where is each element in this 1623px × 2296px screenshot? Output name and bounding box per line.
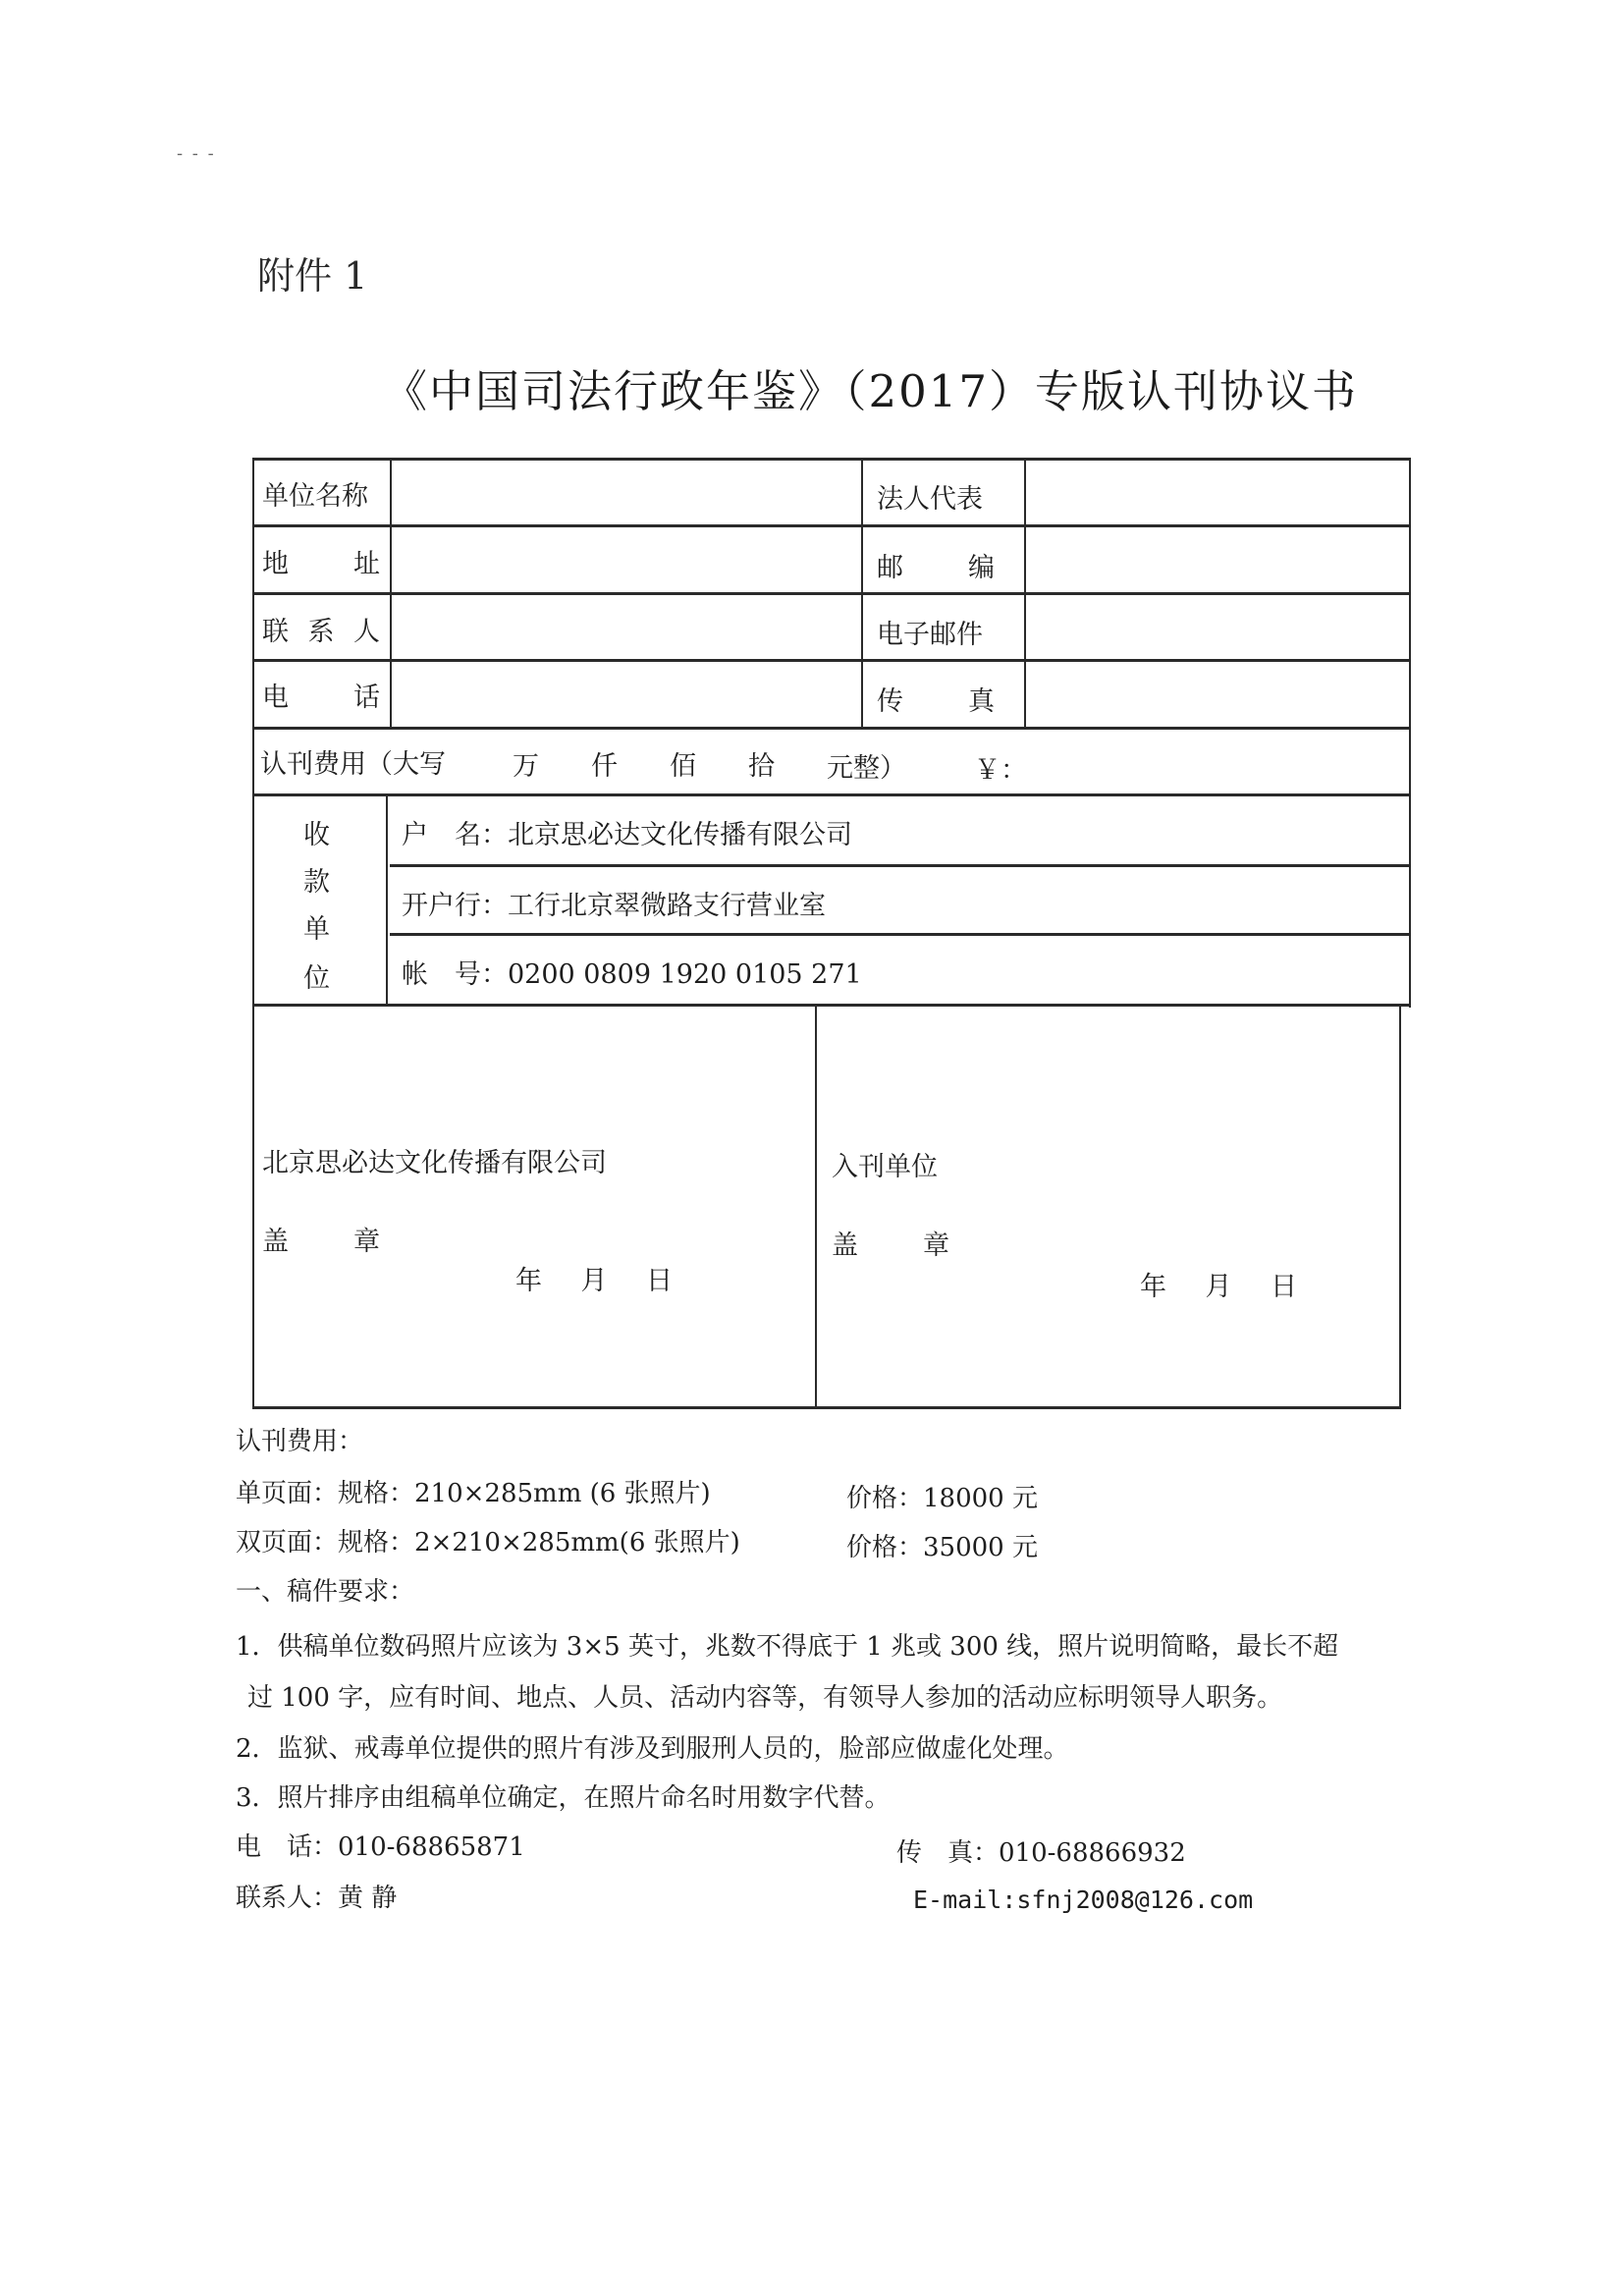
row-divider xyxy=(252,1004,1411,1007)
pricing-heading: 认刊费用： xyxy=(236,1427,364,1456)
label-char: 系 xyxy=(307,617,335,647)
fax-field[interactable] xyxy=(1038,676,1391,715)
label-char: 地 xyxy=(262,549,289,579)
col-divider xyxy=(1024,458,1026,727)
requirement-item-1-line1: 1．供稿单位数码照片应该为 3×5 英寸，兆数不得底于 1 兆或 300 线，照片说明简略，最长不超 xyxy=(236,1632,1339,1662)
date-year: 年 xyxy=(1140,1272,1166,1302)
address-field[interactable] xyxy=(400,542,851,581)
contact-email[interactable]: E-mail:sfnj2008@126.com xyxy=(913,1886,1254,1914)
label-phone xyxy=(262,676,380,714)
label-char: 址 xyxy=(353,549,380,579)
row-divider xyxy=(390,933,1411,936)
label-char: 盖 xyxy=(832,1230,858,1261)
contact-fax: 传 真：010-68866932 xyxy=(896,1838,1186,1868)
row-divider xyxy=(252,659,1411,662)
payee-account-number: 帐 号：0200 0809 1920 0105 271 xyxy=(402,959,862,990)
requirement-item-1-line2: 过 100 字，应有时间、地点、人员、活动内容等，有领导人参加的活动应标明领导人职务。 xyxy=(247,1683,1283,1713)
label-char: 盖 xyxy=(262,1227,289,1257)
fee-unit-qian: 仟 xyxy=(591,751,618,782)
email-field[interactable] xyxy=(1038,610,1391,649)
label-char: 真 xyxy=(968,686,995,717)
table-border-right-lower xyxy=(1399,1006,1401,1408)
col-divider xyxy=(386,793,388,1004)
pricing-price-single: 价格：18000 元 xyxy=(846,1484,1038,1513)
pricing-spec-single: 单页面：规格：210×285mm (6 张照片) xyxy=(236,1479,711,1508)
label-contact-person xyxy=(262,610,380,648)
agreement-form-table xyxy=(252,458,1411,1410)
requirements-heading: 一、稿件要求： xyxy=(236,1577,415,1607)
col-divider xyxy=(390,458,392,727)
col-divider xyxy=(861,458,863,727)
label-char: 传 xyxy=(877,686,903,717)
label-char: 邮 xyxy=(877,553,903,583)
contact-person: 联系人：黄 静 xyxy=(236,1884,398,1913)
label-legal-rep: 法人代表 xyxy=(877,484,983,515)
fee-label: 认刊费用（大写 xyxy=(260,749,446,780)
fee-currency-label: ￥： xyxy=(974,755,1027,786)
row-divider xyxy=(390,864,1411,867)
label-char: 编 xyxy=(968,553,995,583)
legal-rep-field[interactable] xyxy=(1038,474,1391,514)
phone-field[interactable] xyxy=(400,676,851,715)
signature-right-seal-area[interactable] xyxy=(832,1184,1381,1381)
row-divider xyxy=(252,727,1411,730)
signature-left-company: 北京思必达文化传播有限公司 xyxy=(262,1148,607,1178)
label-char: 联 xyxy=(262,617,289,647)
label-email: 电子邮件 xyxy=(877,620,983,650)
requirement-item-2: 2．监狱、戒毒单位提供的照片有涉及到服刑人员的，脸部应做虚化处理。 xyxy=(236,1734,1069,1764)
postcode-field[interactable] xyxy=(1038,542,1391,581)
label-char: 电 xyxy=(262,683,289,713)
attachment-label: 附件 1 xyxy=(257,254,368,298)
date-year: 年 xyxy=(515,1266,542,1296)
contact-phone: 电 话：010-68865871 xyxy=(236,1832,525,1862)
table-border-top xyxy=(252,458,1411,461)
table-border-right-upper xyxy=(1409,458,1411,1008)
label-address xyxy=(262,542,380,580)
row-divider xyxy=(252,793,1411,796)
payee-bank: 开户行：工行北京翠微路支行营业室 xyxy=(402,891,826,921)
date-day: 日 xyxy=(1271,1272,1297,1302)
payee-label-char: 单 xyxy=(303,914,330,945)
label-char: 人 xyxy=(353,617,380,647)
label-unit-name: 单位名称 xyxy=(262,481,368,512)
date-day: 日 xyxy=(646,1266,673,1296)
label-fax xyxy=(877,680,995,718)
table-border-left xyxy=(252,458,254,1408)
contact-person-field[interactable] xyxy=(400,610,851,649)
date-month: 月 xyxy=(580,1266,608,1296)
date-month: 月 xyxy=(1205,1272,1232,1302)
requirement-item-3: 3．照片排序由组稿单位确定，在照片命名时用数字代替。 xyxy=(236,1783,891,1813)
payee-account-name: 户 名：北京思必达文化传播有限公司 xyxy=(402,820,852,850)
fee-unit-wan: 万 xyxy=(513,751,539,782)
pricing-spec-double: 双页面：规格：2×210×285mm(6 张照片) xyxy=(236,1528,740,1558)
fee-unit-yuan: 元整） xyxy=(827,753,906,784)
signature-left-seal-area[interactable] xyxy=(272,1184,792,1381)
row-divider xyxy=(252,524,1411,527)
col-divider xyxy=(815,1004,817,1406)
row-divider xyxy=(252,592,1411,595)
payee-label-char: 款 xyxy=(303,867,330,898)
unit-name-field[interactable] xyxy=(400,474,851,514)
table-border-bottom xyxy=(252,1406,1401,1409)
fee-unit-shi: 拾 xyxy=(748,751,775,782)
label-char: 话 xyxy=(353,683,380,713)
label-char: 章 xyxy=(353,1227,380,1257)
label-postcode xyxy=(877,546,995,584)
pricing-price-double: 价格：35000 元 xyxy=(846,1533,1038,1562)
fee-unit-bai: 佰 xyxy=(670,751,696,782)
signature-right-company: 入刊单位 xyxy=(832,1152,938,1182)
payee-label-char: 位 xyxy=(303,963,330,994)
payee-label-char: 收 xyxy=(303,820,330,850)
label-char: 章 xyxy=(923,1230,949,1261)
document-title: 《中国司法行政年鉴》（2017）专版认刊协议书 xyxy=(383,365,1359,417)
scan-artifact: - - - xyxy=(177,143,216,164)
